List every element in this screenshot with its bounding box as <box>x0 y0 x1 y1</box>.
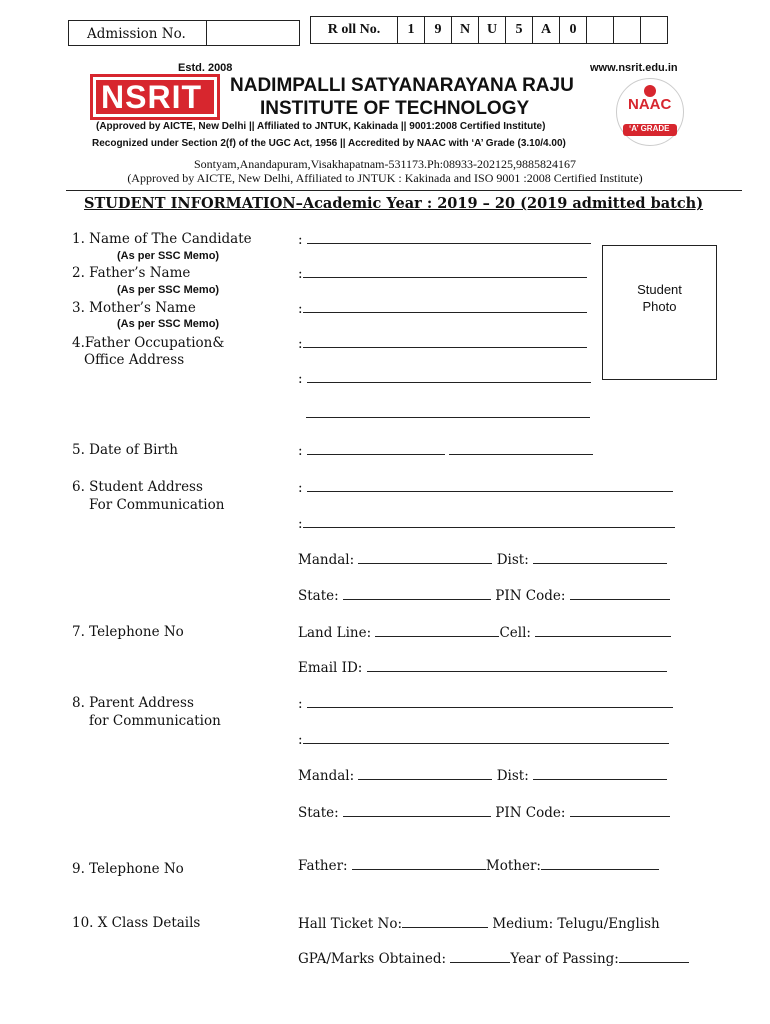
recognized-line: Recognized under Section 2(f) of the UGC Act, 1956 || Accredited by NAAC with ‘A’ Grade (3.10/4.00) <box>92 138 566 149</box>
candidate-name-field[interactable]: : <box>298 231 591 248</box>
naac-grade: ‘A’ GRADE <box>629 124 670 133</box>
naac-text: NAAC <box>628 96 672 113</box>
field-label-occupation: 4.Father Occupation& <box>72 335 225 351</box>
student-photo-box[interactable] <box>602 245 717 380</box>
institute-name-line2: INSTITUTE OF TECHNOLOGY <box>260 98 530 119</box>
roll-char[interactable]: 0 <box>560 17 587 44</box>
parent-address-field-2[interactable]: : <box>298 731 669 748</box>
father-name-field[interactable]: : <box>298 265 587 282</box>
roll-label: R oll No. <box>311 17 398 44</box>
photo-label: Student <box>637 282 682 297</box>
nsrit-logo <box>90 74 220 120</box>
field-label-dob: 5. Date of Birth <box>72 442 178 458</box>
roll-char[interactable]: 5 <box>506 17 533 44</box>
roll-char[interactable]: 9 <box>425 17 452 44</box>
field-label-parent-communication: for Communication <box>89 713 221 729</box>
roll-number-grid <box>310 16 668 44</box>
estd-text: Estd. 2008 <box>178 62 233 74</box>
logo-text: NSRIT <box>101 79 202 115</box>
field-label-communication: For Communication <box>89 497 225 513</box>
parent-state-pin[interactable]: State: PIN Code: <box>298 804 670 821</box>
mother-name-field[interactable]: : <box>298 300 587 317</box>
field-label-candidate: 1. Name of The Candidate <box>72 231 252 247</box>
parent-mandal-dist[interactable]: Mandal: Dist: <box>298 767 667 784</box>
address-line: Sontyam,Anandapuram,Visakhapatnam-531173.Ph:08933-202125,9885824167 <box>193 157 577 171</box>
field-label-father: 2. Father’s Name <box>72 265 191 281</box>
email-field[interactable]: Email ID: <box>298 659 667 676</box>
institute-name <box>230 74 574 120</box>
photo-label: Photo <box>642 299 677 314</box>
field-label-x-class: 10. X Class Details <box>72 915 201 931</box>
parent-phone-field[interactable]: Father: Mother: <box>298 857 659 874</box>
field-label-office: Office Address <box>84 352 185 368</box>
student-mandal-dist[interactable]: Mandal: Dist: <box>298 551 667 568</box>
landline-cell-field[interactable]: Land Line: Cell: <box>298 624 671 641</box>
student-state-pin[interactable]: State: PIN Code: <box>298 587 670 604</box>
website-text: www.nsrit.edu.in <box>590 62 678 74</box>
roll-char[interactable]: 1 <box>398 17 425 44</box>
naac-badge <box>616 78 684 146</box>
field-label-parent-address: 8. Parent Address <box>72 695 194 711</box>
field-hint: (As per SSC Memo) <box>117 250 220 262</box>
parent-address-field[interactable]: : <box>298 695 673 712</box>
field-hint: (As per SSC Memo) <box>117 284 220 296</box>
hall-ticket-field[interactable]: Hall Ticket No: Medium: Telugu/English <box>298 916 660 932</box>
gpa-field[interactable]: GPA/Marks Obtained: Year of Passing: <box>298 950 689 967</box>
student-address-field-2[interactable]: : <box>298 515 675 532</box>
form-title: STUDENT INFORMATION–Academic Year : 2019 – 20 (2019 admitted batch) <box>84 195 704 212</box>
header-divider <box>66 190 742 191</box>
approved-line: (Approved by AICTE, New Delhi || Affiliated to JNTUK, Kakinada || 9001:2008 Certified Institute) <box>96 121 546 132</box>
roll-char[interactable] <box>587 17 614 44</box>
approval-line: (Approved by AICTE, New Delhi, Affiliated to JNTUK : Kakinada and ISO 9001 :2008 Certified Institute) <box>127 171 643 185</box>
field-label-student-address: 6. Student Address <box>72 479 203 495</box>
roll-char[interactable] <box>641 17 668 44</box>
admission-box <box>68 20 300 46</box>
office-address-field-2[interactable] <box>306 405 590 422</box>
office-address-field[interactable]: : <box>298 370 591 387</box>
field-label-telephone: 7. Telephone No <box>72 624 184 640</box>
field-label-mother: 3. Mother’s Name <box>72 300 196 316</box>
roll-char[interactable]: N <box>452 17 479 44</box>
roll-char[interactable]: A <box>533 17 560 44</box>
occupation-field[interactable]: : <box>298 335 587 352</box>
field-label-parent-telephone: 9. Telephone No <box>72 861 184 877</box>
dob-field[interactable]: : <box>298 442 593 459</box>
student-address-field[interactable]: : <box>298 479 673 496</box>
admission-label: Admission No. <box>87 26 186 42</box>
field-hint: (As per SSC Memo) <box>117 318 220 330</box>
roll-char[interactable] <box>614 17 641 44</box>
roll-char[interactable]: U <box>479 17 506 44</box>
institute-name-line1: NADIMPALLI SATYANARAYANA RAJU <box>230 75 574 96</box>
